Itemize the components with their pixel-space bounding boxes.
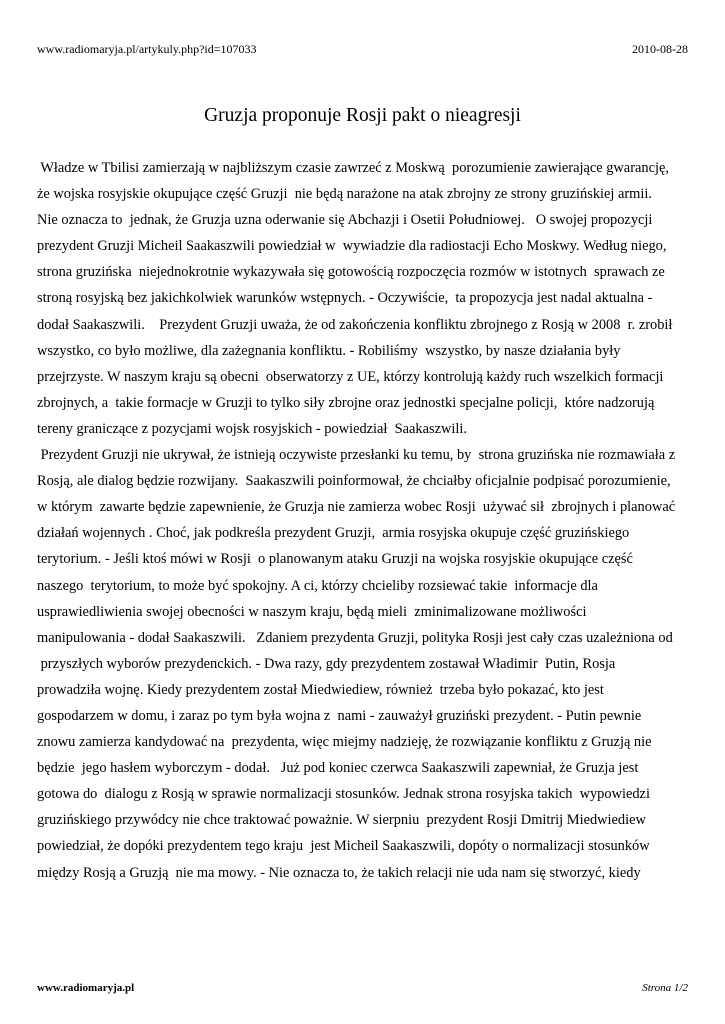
text-line: przyszłych wyborów prezydenckich. - Dwa razy, gdy prezydentem zostawał Władimir Putin, Rosja bbox=[37, 655, 616, 672]
text-line: Rosją, ale dialog będzie rozwijany. Saakaszwili poinformował, że chciałby oficjalnie podpisać porozumienie, bbox=[37, 473, 671, 490]
publication-date: 2010-08-28 bbox=[632, 42, 688, 56]
text-line: powiedział, że dopóki prezydentem tego kraju jest Micheil Saakaszwili, dopóty o normalizacji stosunków bbox=[37, 838, 650, 855]
source-url: www.radiomaryja.pl/artykuly.php?id=107033 bbox=[37, 42, 257, 56]
text-line: będzie jego hasłem wyborczym - dodał. Już pod koniec czerwca Saakaszwili zapewniał, że Gruzja jest bbox=[37, 760, 639, 777]
article-title: Gruzja proponuje Rosji pakt o nieagresji bbox=[204, 105, 521, 126]
text-line: strona gruzińska niejednokrotnie wykazywała się gotowością rozpoczęcia rozmów w istotnych sprawach ze bbox=[37, 264, 665, 281]
footer-site: www.radiomaryja.pl bbox=[37, 982, 135, 994]
article-body bbox=[37, 158, 697, 889]
text-line: działań wojennych . Choć, jak podkreśla prezydent Gruzji, armia rosyjska okupuje część gruzińskiego bbox=[37, 525, 630, 542]
text-line: Prezydent Gruzji nie ukrywał, że istnieją oczywiste przesłanki ku temu, by strona gruzińska nie rozmawiała z bbox=[37, 447, 676, 464]
text-line: gruzińskiego przywódcy nie chce traktować poważnie. W sierpniu prezydent Rosji Dmitrij Miedwiediew bbox=[37, 812, 646, 829]
text-line: przejrzyste. W naszym kraju są obecni obserwatorzy z UE, którzy kontrolują każdy ruch wszelkich formacji bbox=[37, 368, 664, 385]
text-line: Władze w Tbilisi zamierzają w najbliższym czasie zawrzeć z Moskwą porozumienie zawierające gwarancję, bbox=[37, 160, 669, 176]
text-line: że wojska rosyjskie okupujące część Gruzji nie będą narażone na atak zbrojny ze strony gruzińskiej armii. bbox=[37, 186, 652, 203]
text-line: dodał Saakaszwili. Prezydent Gruzji uważa, że od zakończenia konfliktu zbrojnego z Rosją w 2008 r. zrobił bbox=[37, 316, 673, 333]
page-footer bbox=[37, 982, 688, 998]
text-line: Nie oznacza to jednak, że Gruzja uzna oderwanie się Abchazji i Osetii Południowej. O swojej propozycji bbox=[37, 212, 653, 229]
text-line: wszystko, co było możliwe, dla zażegnania konfliktu. - Robiliśmy wszystko, by nasze działania były bbox=[37, 342, 621, 359]
text-line: terytorium. - Jeśli ktoś mówi w Rosji o planowanym ataku Gruzji na wojska rosyjskie okupujące część bbox=[37, 551, 633, 568]
text-line: tereny graniczące z pozycjami wojsk rosyjskich - powiedział Saakaszwili. bbox=[37, 420, 467, 437]
text-line: usprawiedliwienia swojej obecności w naszym kraju, będą mieli zminimalizowane możliwości bbox=[37, 603, 587, 620]
text-line: w którym zawarte będzie zapewnienie, że Gruzja nie zamierza wobec Rosji używać sił zbrojnych i planować bbox=[37, 499, 676, 516]
text-line: prowadziła wojnę. Kiedy prezydentem został Miedwiediew, również trzeba było pokazać, kto jest bbox=[37, 681, 604, 698]
text-line: zbrojnych, a takie formacje w Gruzji to tylko siły zbrojne oraz jednostki specjalne policji, które nadzorują bbox=[37, 394, 655, 411]
page-header bbox=[37, 42, 688, 58]
text-line: stroną rosyjską bez jakichkolwiek warunków wstępnych. - Oczywiście, ta propozycja jest nadal aktualna - bbox=[37, 290, 653, 307]
text-line: gotowa do dialogu z Rosją w sprawie normalizacji stosunków. Jednak strona rosyjska takich wypowiedzi bbox=[37, 786, 650, 803]
text-line: między Rosją a Gruzją nie ma mowy. - Nie oznacza to, że takich relacji nie uda nam się stworzyć, kiedy bbox=[37, 864, 641, 881]
text-line: znowu zamierza kandydować na prezydenta, więc miejmy nadzieję, że rozwiązanie konfliktu z Gruzją nie bbox=[37, 734, 652, 751]
page-number: Strona 1/2 bbox=[642, 982, 688, 994]
text-line: manipulowania - dodał Saakaszwili. Zdaniem prezydenta Gruzji, polityka Rosji jest cały czas uzależniona od bbox=[37, 629, 673, 646]
text-line: naszego terytorium, to może być spokojny. A ci, którzy chcieliby rozsiewać takie informacje dla bbox=[37, 577, 598, 594]
text-line: prezydent Gruzji Micheil Saakaszwili powiedział w wywiadzie dla radiostacji Echo Moskwy. Według niego, bbox=[37, 238, 667, 255]
text-line: gospodarzem w domu, i zaraz po tym była wojna z nami - zauważył gruziński prezydent. - Putin pewnie bbox=[37, 707, 642, 724]
